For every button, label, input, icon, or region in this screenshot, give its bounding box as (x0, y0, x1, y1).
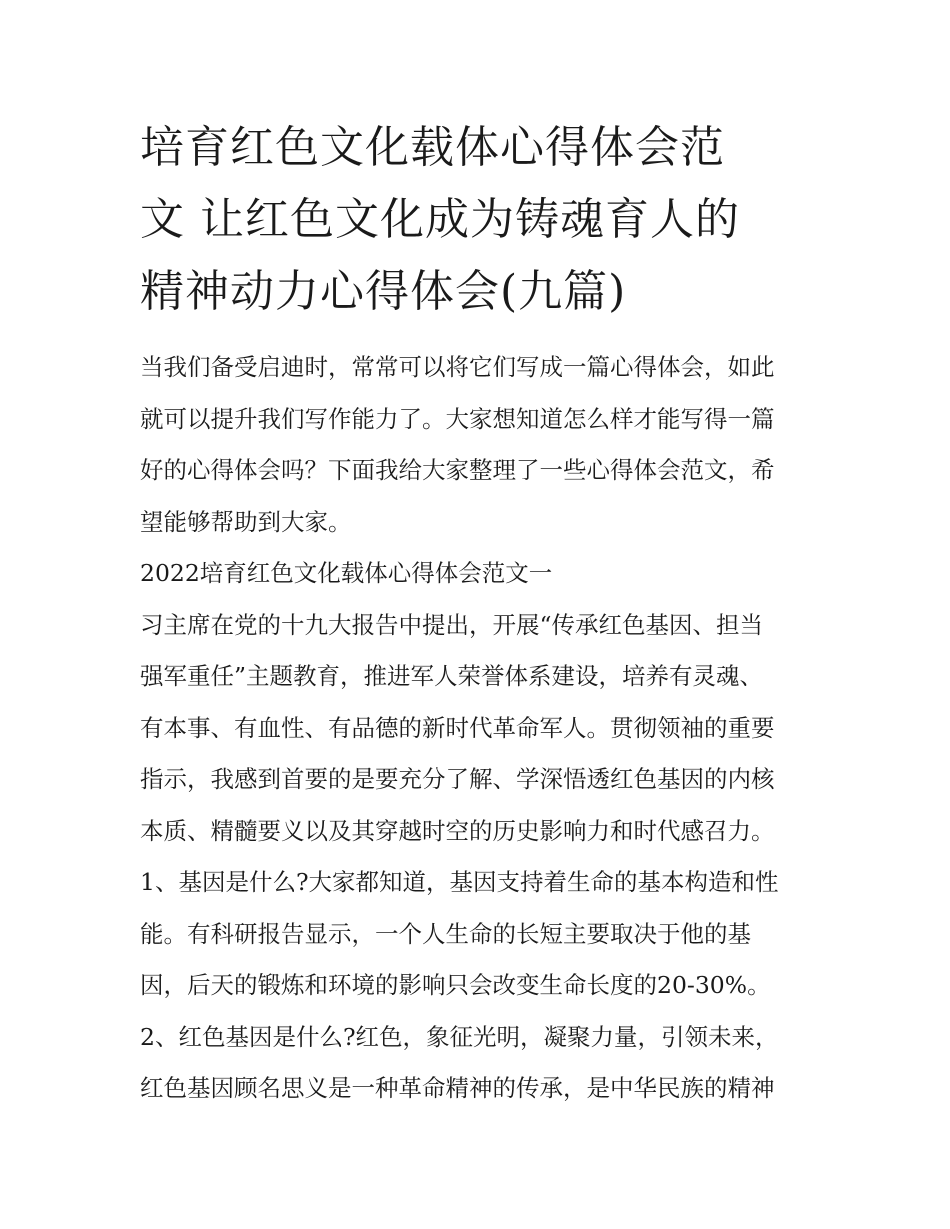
body-line-1: 习主席在党的十九大报告中提出，开展“传承红色基因、担当 (140, 610, 764, 639)
section-heading: 2022培育红色文化载体心得体会范文一 (140, 559, 553, 587)
body-line-5: 本质、精髓要义以及其穿越时空的历史影响力和时代感召力。 (140, 816, 775, 845)
body-line-4: 指示，我感到首要的是要充分了解、学深悟透红色基因的内核 (140, 765, 775, 793)
title-line-2: 文 让红色文化成为铸魂育人的 (140, 194, 740, 245)
title-line-1: 培育红色文化载体心得体会范 (140, 122, 725, 173)
intro-line-2: 就可以提升我们写作能力了。大家想知道怎么样才能写得一篇 (140, 404, 775, 433)
body-line-8: 因，后天的锻炼和环境的影响只会改变生命长度的20-30%。 (140, 971, 771, 999)
body-line-6: 1、基因是什么?大家都知道，基因支持着生命的基本构造和性 (140, 868, 779, 896)
intro-line-3: 好的心得体会吗？下面我给大家整理了一些心得体会范文，希 (140, 456, 775, 484)
body-line-7: 能。有科研报告显示，一个人生命的长短主要取决于他的基 (140, 919, 751, 948)
title-line-3: 精神动力心得体会(九篇) (140, 266, 627, 317)
body-line-9: 2、红色基因是什么?红色，象征光明，凝聚力量，引领未来， (140, 1022, 779, 1051)
body-line-3: 有本事、有血性、有品德的新时代革命军人。贯彻领袖的重要 (140, 713, 775, 742)
document-body (140, 342, 820, 1115)
page-title (140, 112, 820, 328)
intro-line-4: 望能够帮助到大家。 (140, 507, 352, 536)
body-line-10: 红色基因顾名思义是一种革命精神的传承，是中华民族的精神 (140, 1074, 775, 1102)
document-content (140, 112, 820, 1115)
intro-line-1: 当我们备受启迪时，常常可以将它们写成一篇心得体会，如此 (140, 353, 775, 381)
body-line-2: 强军重任”主题教育，推进军人荣誉体系建设，培养有灵魂、 (140, 662, 764, 690)
